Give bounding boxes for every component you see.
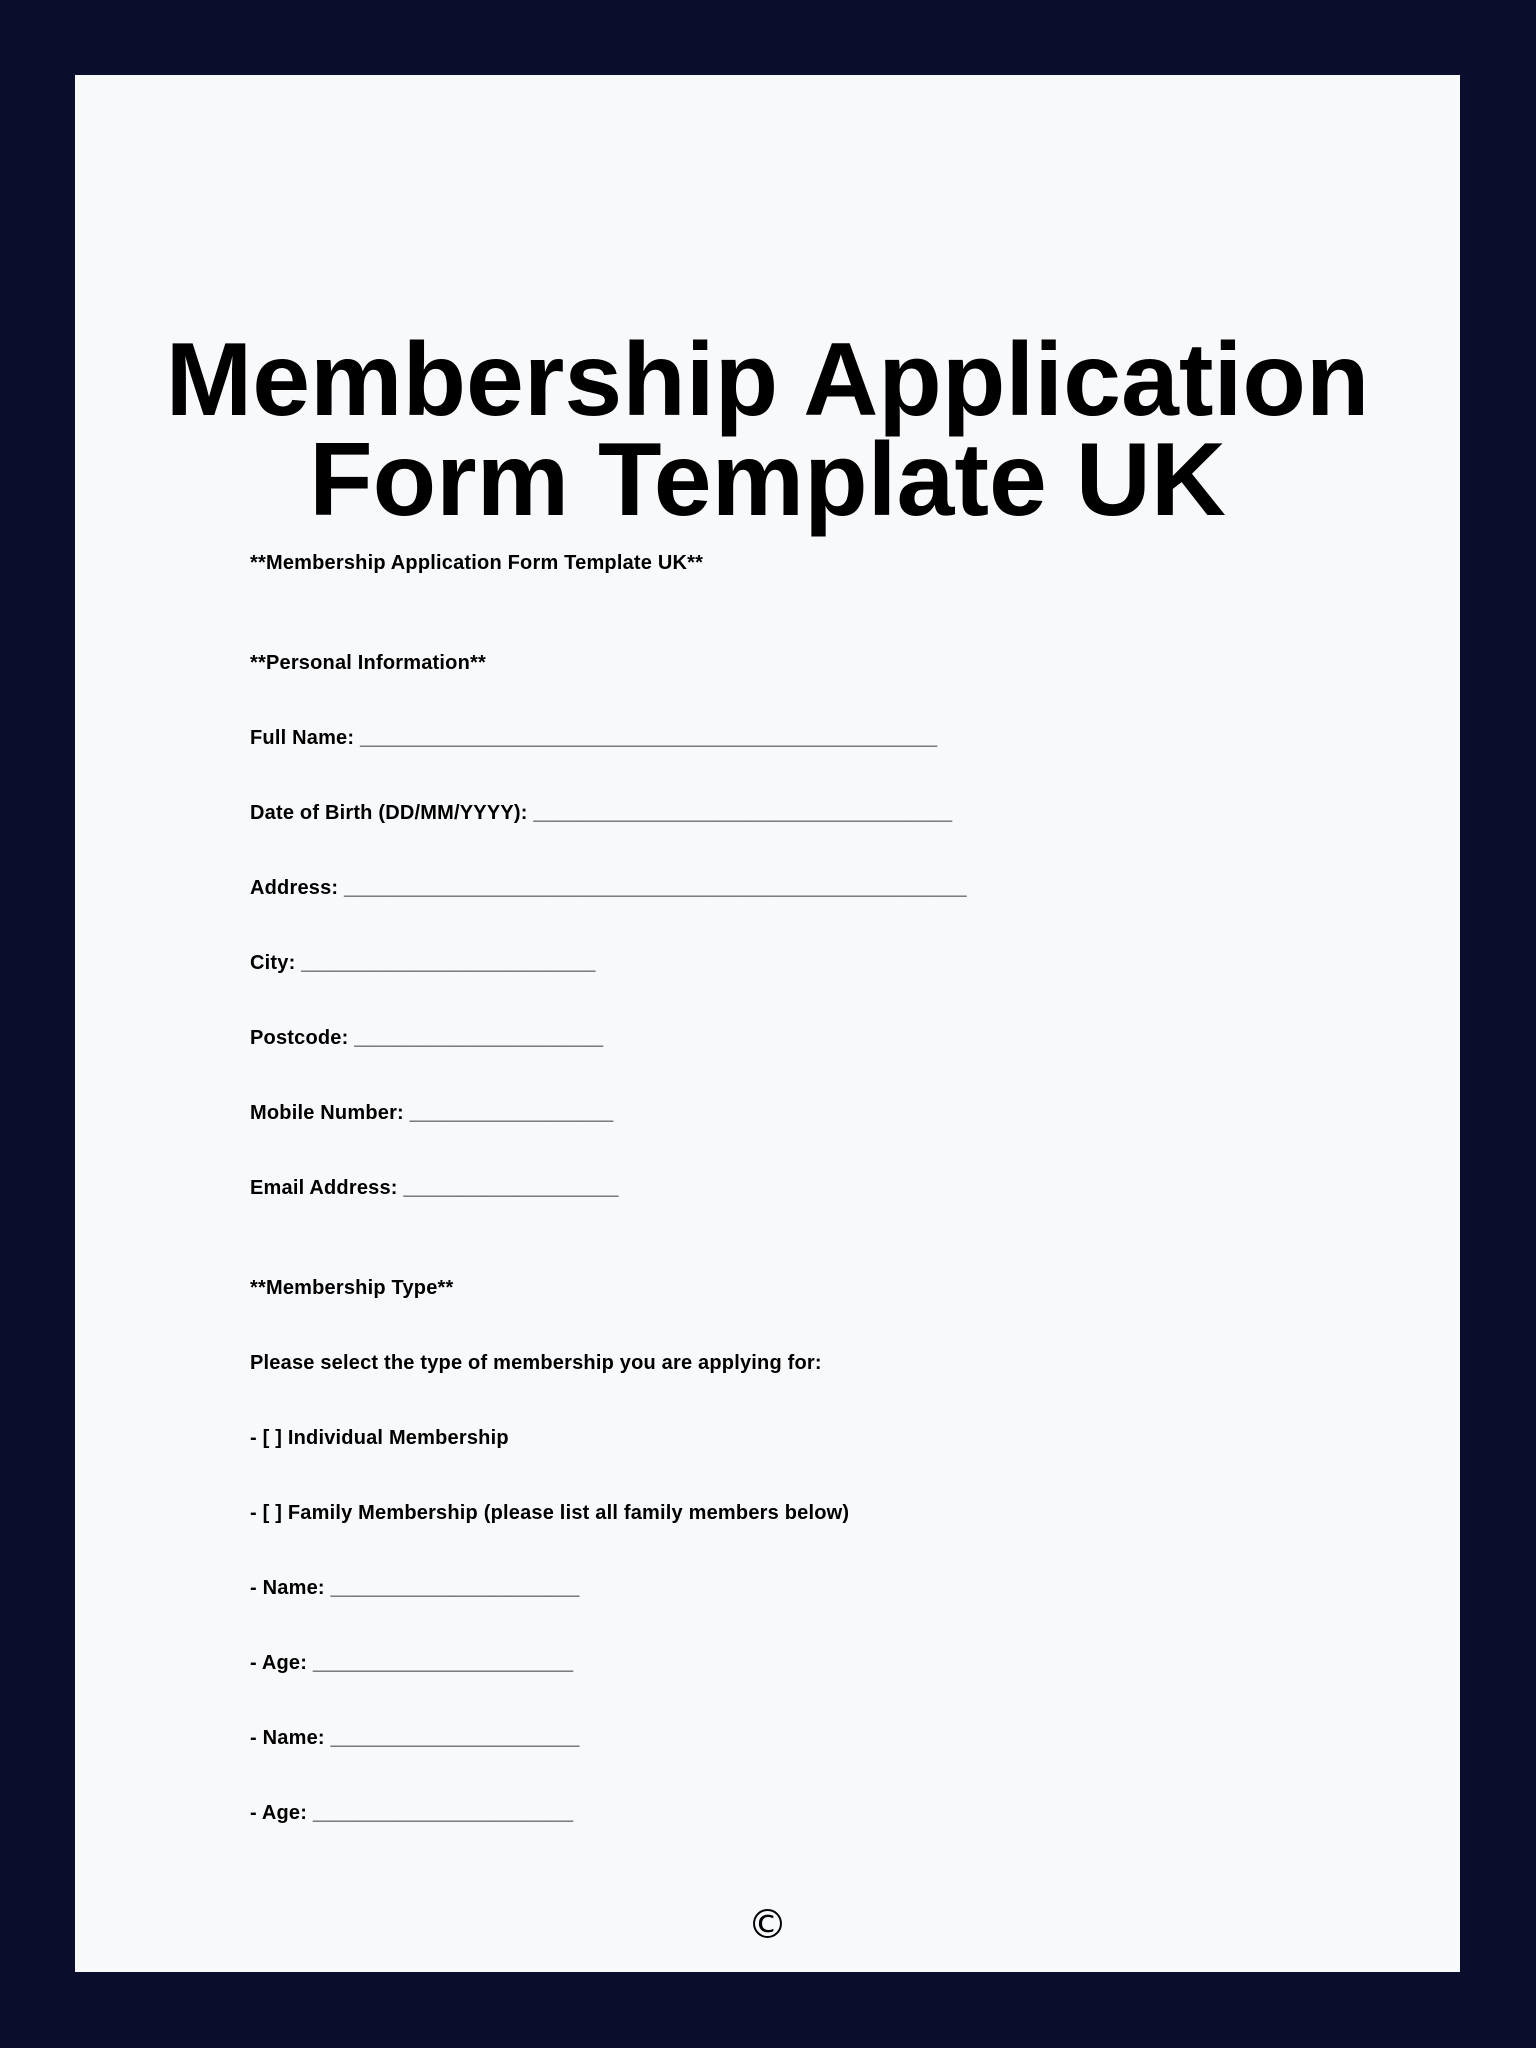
postcode-field: Postcode: ______________________ [250,1027,604,1049]
family-membership-option: - [ ] Family Membership (please list all family members below) [250,1502,850,1524]
family-member-name-field: - Name: ______________________ [250,1727,580,1749]
page-title-line-1: Membership Application [165,322,1370,438]
family-member-age-field: - Age: _______________________ [250,1802,574,1824]
membership-type-prompt: Please select the type of membership you are applying for: [250,1352,822,1374]
family-member-name-field: - Name: ______________________ [250,1577,580,1599]
individual-membership-option: - [ ] Individual Membership [250,1427,509,1449]
email-address-field: Email Address: ___________________ [250,1177,619,1199]
document-page [75,75,1460,1972]
membership-type-heading: **Membership Type** [250,1277,454,1299]
page-title-line-2: Form Template UK [309,422,1226,538]
date-of-birth-field: Date of Birth (DD/MM/YYYY): _____________________________________ [250,802,953,824]
mobile-number-field: Mobile Number: __________________ [250,1102,614,1124]
family-member-age-field: - Age: _______________________ [250,1652,574,1674]
page-title [75,322,1460,538]
city-field: City: __________________________ [250,952,596,974]
form-heading: **Membership Application Form Template UK** [250,552,704,574]
full-name-field: Full Name: ___________________________________________________ [250,727,938,749]
personal-information-heading: **Personal Information** [250,652,486,674]
copyright-icon: © [747,1902,788,1948]
address-field: Address: _______________________________________________________ [250,877,967,899]
